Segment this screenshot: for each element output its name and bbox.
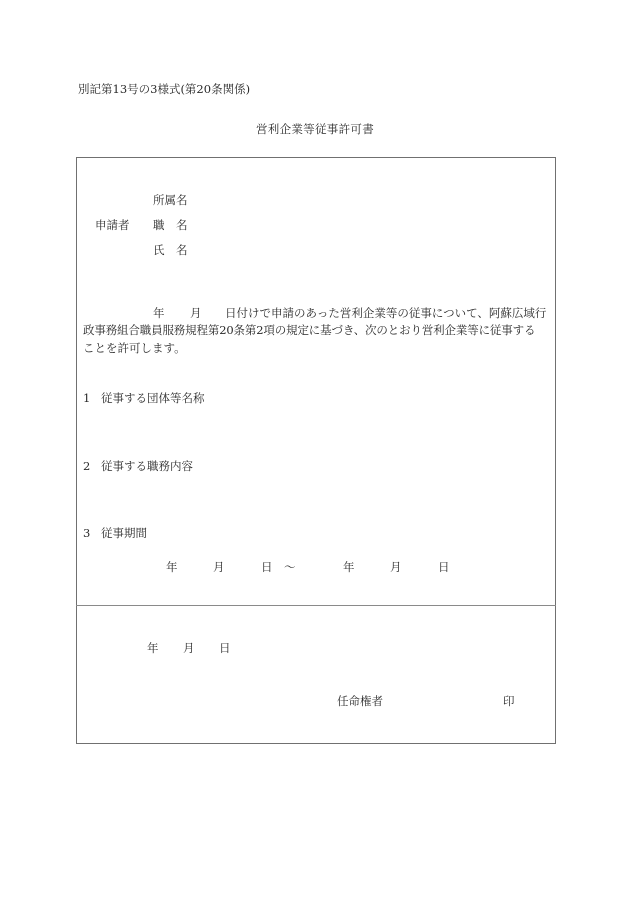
period-end-month: 月 bbox=[390, 560, 402, 574]
body-line-1: 日付けで申請のあった営利企業等の従事について、阿蘇広域行 bbox=[225, 306, 547, 320]
period-end-day: 日 bbox=[438, 560, 450, 574]
item-1-label: 従事する団体等名称 bbox=[101, 391, 205, 405]
body-line-2: 政事務組合職員服務規程第20条第2項の規定に基づき、次のとおり営利企業等に従事する bbox=[83, 323, 536, 337]
period-end-year: 年 bbox=[343, 560, 355, 574]
body-line-3: ことを許可します。 bbox=[83, 341, 186, 355]
name-label: 氏 名 bbox=[153, 243, 188, 257]
form-frame bbox=[76, 157, 556, 744]
body-year-label: 年 bbox=[153, 306, 165, 320]
section-divider bbox=[76, 605, 556, 606]
footer-date-day: 日 bbox=[219, 641, 231, 655]
position-label: 職 名 bbox=[153, 218, 188, 232]
applicant-label: 申請者 bbox=[95, 218, 130, 232]
affiliation-label: 所属名 bbox=[153, 193, 188, 207]
period-start-year: 年 bbox=[166, 560, 178, 574]
document-title: 営利企業等従事許可書 bbox=[256, 122, 374, 136]
item-3-label: 従事期間 bbox=[101, 526, 147, 540]
period-start-day: 日 bbox=[261, 560, 273, 574]
item-1-number: 1 bbox=[83, 391, 91, 405]
form-code: 別記第13号の3様式(第20条関係) bbox=[78, 82, 251, 96]
item-3-number: 3 bbox=[83, 526, 91, 540]
item-2-label: 従事する職務内容 bbox=[101, 459, 193, 473]
appointing-authority-label: 任命権者 bbox=[337, 694, 383, 708]
period-start-month: 月 bbox=[213, 560, 225, 574]
item-2-number: 2 bbox=[83, 459, 91, 473]
seal-mark: 印 bbox=[503, 694, 515, 708]
footer-date-year: 年 bbox=[147, 641, 159, 655]
body-month-label: 月 bbox=[190, 306, 202, 320]
period-separator: ～ bbox=[284, 560, 296, 574]
footer-date-month: 月 bbox=[183, 641, 195, 655]
